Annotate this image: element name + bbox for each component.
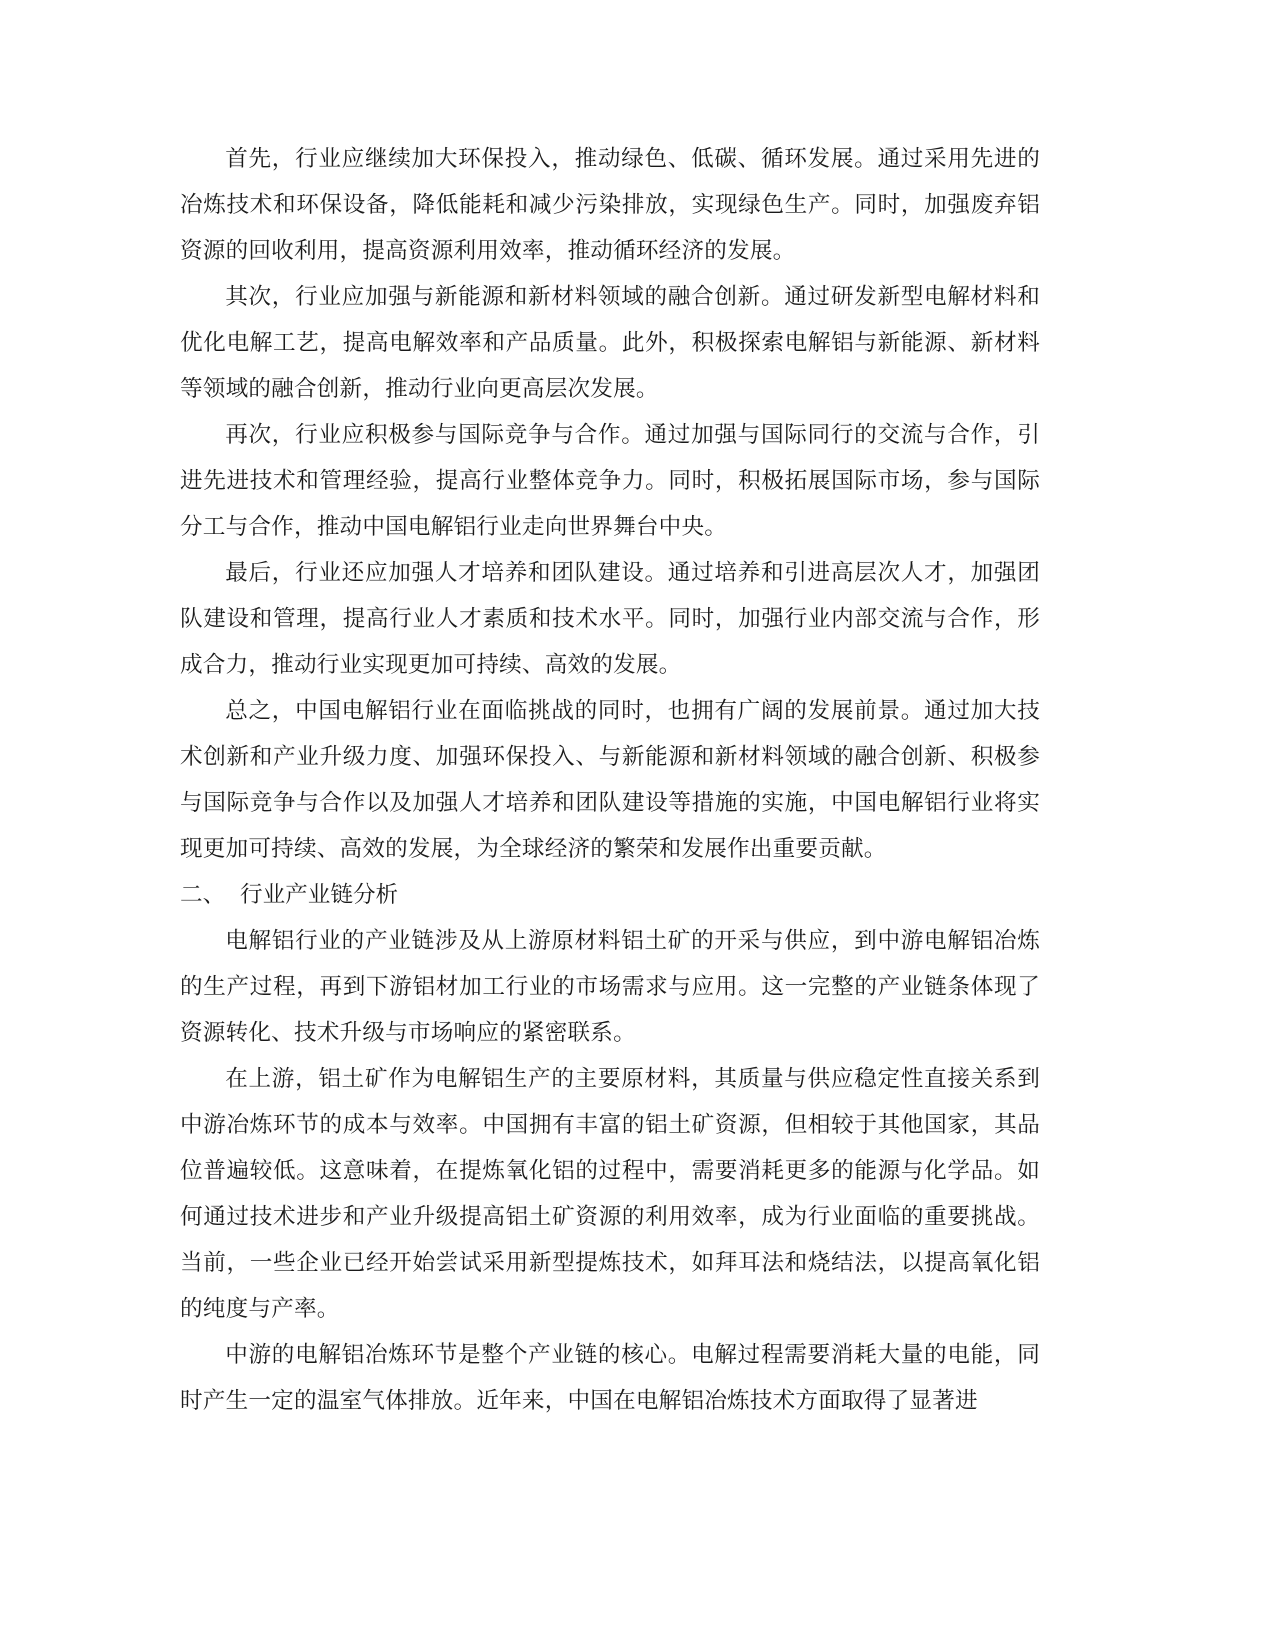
section-number: 二、 — [180, 882, 226, 908]
paragraph-new-energy-integration: 其次，行业应加强与新能源和新材料领域的融合创新。通过研发新型电解材料和优化电解工艺，提高电解效率和产品质量。此外，积极探索电解铝与新能源、新材料等领域的融合创新，推动行业向更高层次发展。 — [180, 284, 1040, 402]
section-heading — [180, 872, 1040, 918]
paragraph-environmental-investment: 首先，行业应继续加大环保投入，推动绿色、低碳、循环发展。通过采用先进的冶炼技术和环保设备，降低能耗和减少污染排放，实现绿色生产。同时，加强废弃铝资源的回收利用，提高资源利用效率，推动循环经济的发展。 — [180, 146, 1040, 264]
paragraph-conclusion: 总之，中国电解铝行业在面临挑战的同时，也拥有广阔的发展前景。通过加大技术创新和产业升级力度、加强环保投入、与新能源和新材料领域的融合创新、积极参与国际竞争与合作以及加强人才培养和团队建设等措施的实施，中国电解铝行业将实现更加可持续、高效的发展，为全球经济的繁荣和发展作出重要贡献。 — [180, 698, 1040, 862]
paragraph-international-cooperation: 再次，行业应积极参与国际竞争与合作。通过加强与国际同行的交流与合作，引进先进技术和管理经验，提高行业整体竞争力。同时，积极拓展国际市场，参与国际分工与合作，推动中国电解铝行业走向世界舞台中央。 — [180, 422, 1040, 540]
section-title: 行业产业链分析 — [240, 882, 399, 908]
paragraph-industry-chain-overview: 电解铝行业的产业链涉及从上游原材料铝土矿的开采与供应，到中游电解铝冶炼的生产过程，再到下游铝材加工行业的市场需求与应用。这一完整的产业链条体现了资源转化、技术升级与市场响应的紧密联系。 — [180, 928, 1040, 1046]
paragraph-midstream-smelting: 中游的电解铝冶炼环节是整个产业链的核心。电解过程需要消耗大量的电能，同时产生一定的温室气体排放。近年来，中国在电解铝冶炼技术方面取得了显著进 — [180, 1342, 1040, 1414]
document-page — [180, 136, 1040, 1424]
paragraph-talent-development: 最后，行业还应加强人才培养和团队建设。通过培养和引进高层次人才，加强团队建设和管理，提高行业人才素质和技术水平。同时，加强行业内部交流与合作，形成合力，推动行业实现更加可持续、高效的发展。 — [180, 560, 1040, 678]
paragraph-upstream-bauxite: 在上游，铝土矿作为电解铝生产的主要原材料，其质量与供应稳定性直接关系到中游冶炼环节的成本与效率。中国拥有丰富的铝土矿资源，但相较于其他国家，其品位普遍较低。这意味着，在提炼氧化铝的过程中，需要消耗更多的能源与化学品。如何通过技术进步和产业升级提高铝土矿资源的利用效率，成为行业面临的重要挑战。当前，一些企业已经开始尝试采用新型提炼技术，如拜耳法和烧结法，以提高氧化铝的纯度与产率。 — [180, 1066, 1040, 1322]
